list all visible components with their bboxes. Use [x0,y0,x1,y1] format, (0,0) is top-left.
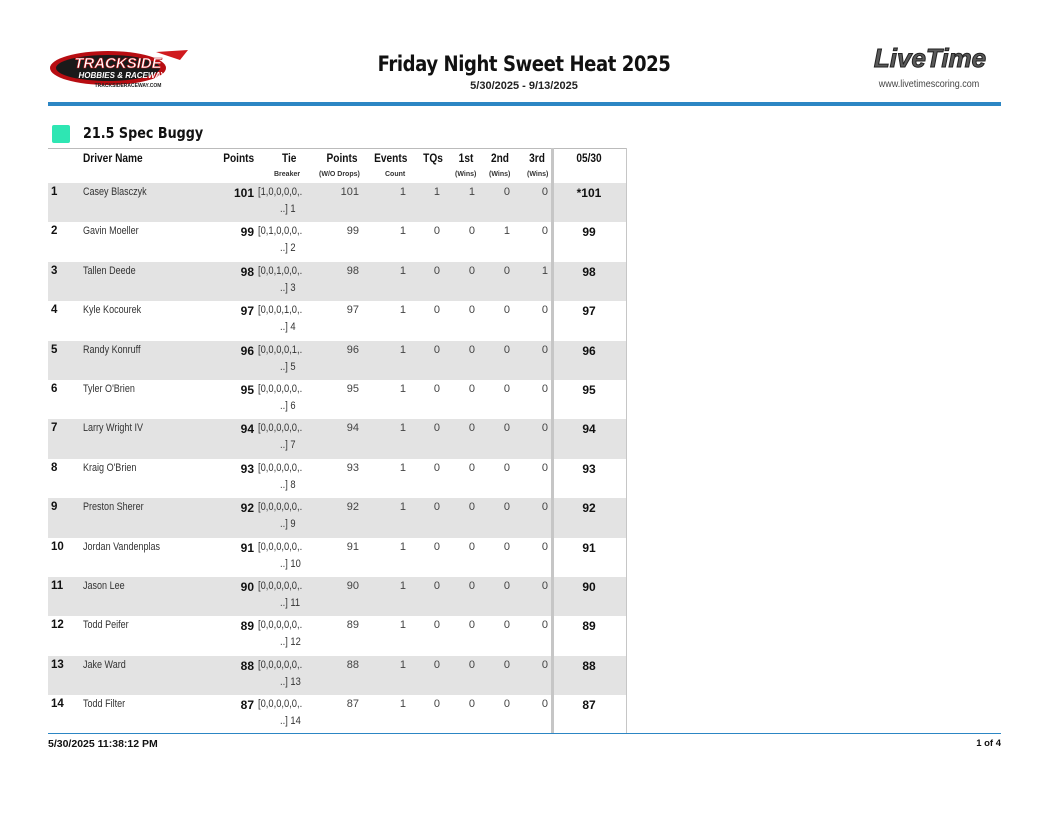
tie-breaker: [0,0,0,1,0,. [258,304,303,317]
col-tqs-header: TQs [423,153,443,165]
tie-breaker: [0,0,0,0,1,. [258,343,303,356]
second-wins: 0 [503,698,510,711]
events-count: 1 [399,540,406,553]
class-color-swatch [52,125,70,143]
third-wins: 0 [541,225,548,238]
third-wins: 0 [541,382,548,395]
points: 90 [240,579,254,594]
tie-breaker: [0,0,0,0,0,. [258,540,303,553]
driver-name: Kyle Kocourek [83,304,142,317]
points: 93 [240,461,254,476]
events-count: 1 [399,422,406,435]
driver-name: Todd Peifer [83,619,129,632]
first-wins: 0 [468,461,475,474]
third-wins: 0 [541,658,548,671]
second-wins: 0 [503,343,510,356]
footer-divider [48,733,1001,734]
tie-breaker: [0,0,1,0,0,. [258,264,303,277]
second-wins: 0 [503,501,510,514]
table-row [48,301,626,340]
tie-breaker-rank: ..] 11 [280,596,301,609]
col-driver-header: Driver Name [83,153,143,165]
event-points: 94 [582,422,596,437]
events-count: 1 [399,186,406,198]
table-header [48,148,626,183]
tie-breaker: [0,0,0,0,0,. [258,422,303,435]
second-wins: 0 [503,186,510,198]
event-points: 95 [582,382,596,397]
event-points: *101 [576,186,602,200]
livetime-logo [858,44,1002,72]
third-wins: 0 [541,579,548,592]
tie-breaker-rank: ..] 12 [280,636,301,649]
events-count: 1 [399,619,406,632]
logo-url-text: TRACKSIDERACEWAY.COM [94,83,162,89]
tie-breaker-rank: ..] 4 [280,321,296,334]
tqs: 0 [433,501,440,514]
tqs: 0 [433,422,440,435]
first-wins: 0 [468,225,475,238]
header-divider [48,102,1001,106]
position: 11 [51,579,64,592]
standings-table [48,148,626,734]
tie-breaker-rank: ..] 14 [280,715,301,728]
points: 95 [240,382,254,397]
events-count: 1 [399,304,406,317]
tqs: 0 [433,382,440,395]
table-row [48,538,626,577]
event-points: 99 [582,225,596,240]
table-row [48,262,626,301]
tqs: 0 [433,264,440,277]
first-wins: 0 [468,382,475,395]
position: 2 [51,225,58,238]
points: 94 [240,422,254,437]
event-points: 97 [582,304,596,319]
position: 1 [51,186,58,198]
first-wins: 1 [468,186,475,198]
points-wo-drops: 96 [346,343,359,356]
events-count: 1 [399,579,406,592]
points-wo-drops: 87 [346,698,359,711]
tie-breaker-rank: ..] 7 [280,439,296,452]
event-points: 88 [582,658,596,673]
position: 3 [51,264,58,277]
tie-breaker-rank: ..] 9 [280,518,296,531]
table-row [48,656,626,695]
tie-breaker-rank: ..] 6 [280,399,296,412]
tqs: 0 [433,698,440,711]
position: 4 [51,304,58,317]
tie-breaker-rank: ..] 13 [280,675,301,688]
first-wins: 0 [468,619,475,632]
event-points: 91 [582,540,596,555]
first-wins: 0 [468,343,475,356]
second-wins: 0 [503,540,510,553]
points: 91 [240,540,254,555]
points-wo-drops: 93 [346,461,359,474]
tie-breaker-rank: ..] 8 [280,478,296,491]
logo-main-text: TRACKSIDE [74,55,162,72]
position: 9 [51,501,58,514]
logo-sub-text: HOBBIES & RACEWAY [78,71,166,80]
third-wins: 0 [541,698,548,711]
tqs: 0 [433,658,440,671]
first-wins: 0 [468,264,475,277]
events-count: 1 [399,658,406,671]
tie-breaker: [0,1,0,0,0,. [258,225,303,238]
driver-name: Casey Blasczyk [83,186,147,198]
driver-name: Todd Filter [83,698,126,711]
first-wins: 0 [468,501,475,514]
points: 96 [240,343,254,358]
points: 89 [240,619,254,634]
points-wo-drops: 92 [346,501,359,514]
col-3rd-sub: (Wins) [527,171,549,178]
event-points: 90 [582,579,596,594]
tie-breaker: [0,0,0,0,0,. [258,619,303,632]
col-date-header: 05/30 [576,153,602,165]
col-3rd-header: 3rd [529,153,545,165]
second-wins: 0 [503,382,510,395]
second-wins: 1 [503,225,510,238]
livetime-logo-text: LiveTime [873,44,987,72]
table-row [48,380,626,419]
third-wins: 0 [541,501,548,514]
events-count: 1 [399,343,406,356]
site-url: www.livetimescoring.com [878,79,980,90]
points-wo-drops: 101 [340,186,359,198]
points-wo-drops: 99 [346,225,359,238]
points: 101 [233,186,254,200]
points-wo-drops: 95 [346,382,359,395]
trackside-logo [48,46,190,90]
points-wo-drops: 91 [346,540,359,553]
events-count: 1 [399,461,406,474]
second-wins: 0 [503,579,510,592]
date-range: 5/30/2025 - 9/13/2025 [470,80,578,92]
col-tie-sub: Breaker [274,171,301,178]
event-points: 93 [582,461,596,476]
col-1st-sub: (Wins) [455,171,477,178]
second-wins: 0 [503,264,510,277]
third-wins: 0 [541,304,548,317]
position: 12 [51,619,64,632]
second-wins: 0 [503,461,510,474]
report-header [330,52,718,92]
tqs: 0 [433,461,440,474]
position: 5 [51,343,58,356]
tie-breaker-rank: ..] 10 [280,557,301,570]
tie-breaker: [0,0,0,0,0,. [258,382,303,395]
col-points-header: Points [223,153,254,165]
points-wo-drops: 90 [346,579,359,592]
events-count: 1 [399,225,406,238]
tqs: 0 [433,304,440,317]
first-wins: 0 [468,540,475,553]
col-wo-header: Points [326,153,358,165]
tie-breaker: [0,0,0,0,0,. [258,698,303,711]
first-wins: 0 [468,579,475,592]
event-points: 98 [582,264,596,279]
tie-breaker: [1,0,0,0,0,. [258,186,303,198]
second-wins: 0 [503,304,510,317]
points: 97 [240,304,254,319]
first-wins: 0 [468,698,475,711]
position: 10 [51,540,64,553]
position: 7 [51,422,58,435]
event-points: 92 [582,501,596,516]
third-wins: 0 [541,619,548,632]
table-row [48,419,626,458]
points: 98 [240,264,254,279]
points: 87 [240,698,254,713]
col-events-sub: Count [385,171,406,178]
driver-name: Jordan Vandenplas [83,540,161,553]
event-points: 87 [582,698,596,713]
events-count: 1 [399,382,406,395]
page-number: 1 of 4 [976,738,1001,749]
driver-name: Kraig O'Brien [83,461,137,474]
driver-name: Jake Ward [83,658,126,671]
third-wins: 0 [541,343,548,356]
position: 13 [51,658,64,671]
table-row [48,183,626,222]
points: 99 [240,225,254,240]
report-title: Friday Night Sweet Heat 2025 [377,52,671,76]
col-tie-header: Tie [281,153,296,165]
driver-name: Jason Lee [83,579,125,592]
second-wins: 0 [503,619,510,632]
driver-name: Tyler O'Brien [83,382,135,395]
driver-name: Larry Wright IV [83,422,143,435]
tie-breaker: [0,0,0,0,0,. [258,579,303,592]
tie-breaker-rank: ..] 3 [280,281,296,294]
points-wo-drops: 97 [346,304,359,317]
points: 92 [240,501,254,516]
table-row [48,459,626,498]
third-wins: 0 [541,540,548,553]
third-wins: 0 [541,422,548,435]
col-wo-sub: (W/O Drops) [319,171,360,178]
points-wo-drops: 88 [346,658,359,671]
tqs: 0 [433,343,440,356]
event-points: 89 [582,619,596,634]
driver-name: Gavin Moeller [83,225,139,238]
tqs: 0 [433,225,440,238]
driver-name: Preston Sherer [83,501,144,514]
tqs: 1 [433,186,440,198]
driver-name: Randy Konruff [83,343,141,356]
third-wins: 0 [541,186,548,198]
events-count: 1 [399,264,406,277]
points: 88 [240,658,254,673]
table-right-border [626,148,627,734]
col-1st-header: 1st [458,153,474,165]
second-wins: 0 [503,422,510,435]
points-wo-drops: 94 [346,422,359,435]
table-row [48,341,626,380]
events-count: 1 [399,698,406,711]
event-points: 96 [582,343,596,358]
table-row [48,616,626,655]
first-wins: 0 [468,422,475,435]
tqs: 0 [433,619,440,632]
tie-breaker: [0,0,0,0,0,. [258,461,303,474]
position: 8 [51,461,58,474]
tie-breaker-rank: ..] 5 [280,360,296,373]
tie-breaker: [0,0,0,0,0,. [258,658,303,671]
first-wins: 0 [468,658,475,671]
col-2nd-sub: (Wins) [489,171,511,178]
print-timestamp: 5/30/2025 11:38:12 PM [48,738,158,750]
table-row [48,498,626,537]
tie-breaker-rank: ..] 2 [280,242,296,255]
col-events-header: Events [374,153,408,165]
tie-breaker-rank: ..] 1 [280,203,296,215]
first-wins: 0 [468,304,475,317]
tqs: 0 [433,540,440,553]
events-count: 1 [399,501,406,514]
column-divider [551,148,554,734]
class-name: 21.5 Spec Buggy [83,124,204,142]
driver-name: Tallen Deede [83,264,136,277]
points-wo-drops: 89 [346,619,359,632]
tie-breaker: [0,0,0,0,0,. [258,501,303,514]
position: 6 [51,382,58,395]
third-wins: 0 [541,461,548,474]
tqs: 0 [433,579,440,592]
col-2nd-header: 2nd [490,153,509,165]
table-row [48,695,626,734]
table-row [48,577,626,616]
points-wo-drops: 98 [346,264,359,277]
position: 14 [51,698,64,711]
table-row [48,222,626,261]
second-wins: 0 [503,658,510,671]
third-wins: 1 [541,264,548,277]
